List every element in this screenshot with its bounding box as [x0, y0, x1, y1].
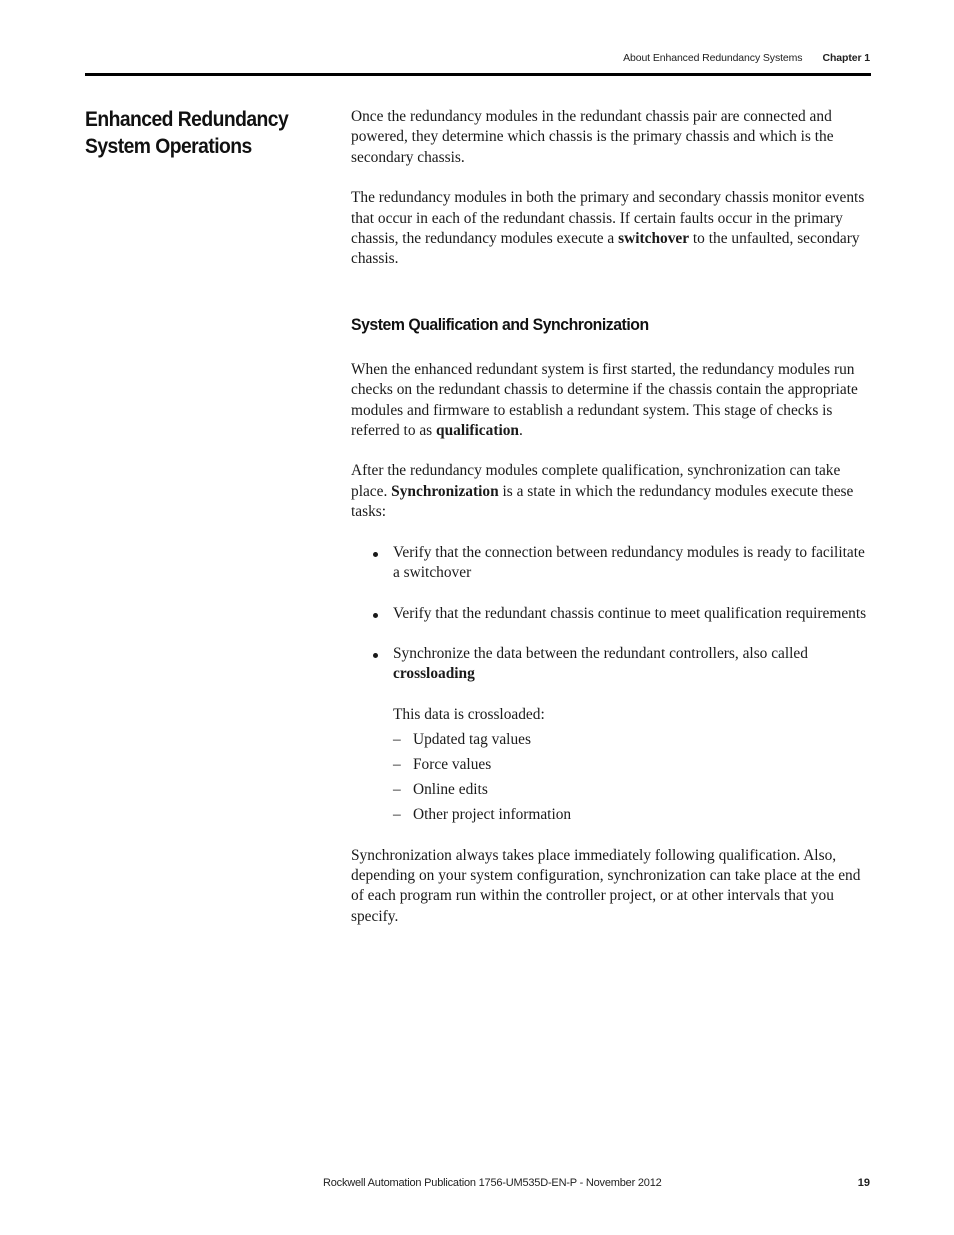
list-item	[393, 805, 873, 825]
crossload-list	[393, 730, 873, 825]
header-chapter-label: Chapter 1	[822, 52, 870, 64]
crossload-item-text: Online edits	[413, 781, 488, 799]
dash-icon: –	[393, 756, 401, 774]
synchronization-term: Synchronization	[391, 482, 499, 500]
intro-p2-text-b: to the unfaulted, secondary chassis.	[351, 230, 860, 268]
footer-publication: Rockwell Automation Publication 1756-UM535D-EN-P - November 2012	[323, 1177, 662, 1189]
qualification-term: qualification	[436, 422, 519, 440]
synchronization-paragraph	[351, 461, 873, 522]
list-item	[393, 730, 873, 750]
bullet-icon	[373, 552, 378, 557]
subsection-title: System Qualification and Synchronization	[351, 314, 649, 334]
intro-paragraph-2	[351, 188, 873, 270]
header-rule	[85, 73, 871, 76]
crossloading-term: crossloading	[393, 665, 475, 683]
switchover-term: switchover	[618, 230, 690, 248]
sync-text-b: is a state in which the redundancy modules execute these tasks:	[351, 482, 854, 521]
crossload-block	[351, 705, 873, 826]
running-header	[623, 52, 870, 64]
final-paragraph: Synchronization always takes place immediately following qualification. Also, depending on your system configuration, synchronization can take place at the end of each program run within the controller project, or at other intervals that you specify.	[351, 846, 861, 925]
bullet-text: Verify that the connection between redundancy modules is ready to facilitate a switchover	[393, 543, 865, 582]
list-item	[393, 755, 873, 775]
section-title: Enhanced Redundancy System Operations	[85, 108, 289, 158]
header-section-label: About Enhanced Redundancy Systems	[623, 52, 803, 64]
task-bullet-list	[351, 543, 873, 685]
list-item	[351, 604, 873, 624]
qual-text-a: When the enhanced redundant system is first started, the redundancy modules run checks on the redundant chassis to determine if the chassis contain the appropriate modules and firmware to establish a redundant system. This stage of checks is referred to as	[351, 360, 858, 440]
bullet-text: Synchronize the data between the redundant controllers, also called	[393, 644, 808, 662]
qual-text-b: .	[518, 422, 523, 440]
sync-text-a: After the redundancy modules complete qualification, synchronization can take place.	[351, 462, 841, 500]
dash-icon: –	[393, 781, 401, 799]
intro-paragraph-1: Once the redundancy modules in the redundant chassis pair are connected and powered, they determine which chassis is the primary chassis and which is the secondary chassis.	[351, 108, 834, 166]
list-item	[393, 780, 873, 800]
crossload-item-text: Force values	[413, 756, 492, 774]
bullet-icon	[373, 653, 378, 658]
bullet-icon	[373, 613, 378, 618]
intro-p2-text-a: The redundancy modules in both the primary and secondary chassis monitor events that occur in each of the redundant chassis. If certain faults occur in the primary chassis, the redundancy modules execute a	[351, 189, 865, 248]
crossload-item-text: Other project information	[413, 806, 572, 824]
dash-icon: –	[393, 806, 401, 824]
qualification-paragraph	[351, 360, 873, 442]
dash-icon: –	[393, 731, 401, 749]
page-number: 19	[857, 1177, 870, 1189]
body-column	[351, 107, 873, 927]
crossload-item-text: Updated tag values	[413, 731, 531, 749]
bullet-text: Verify that the redundant chassis continue to meet qualification requirements	[393, 604, 867, 622]
list-item	[351, 543, 873, 584]
list-item	[351, 644, 873, 685]
crossload-intro: This data is crossloaded:	[393, 705, 545, 723]
